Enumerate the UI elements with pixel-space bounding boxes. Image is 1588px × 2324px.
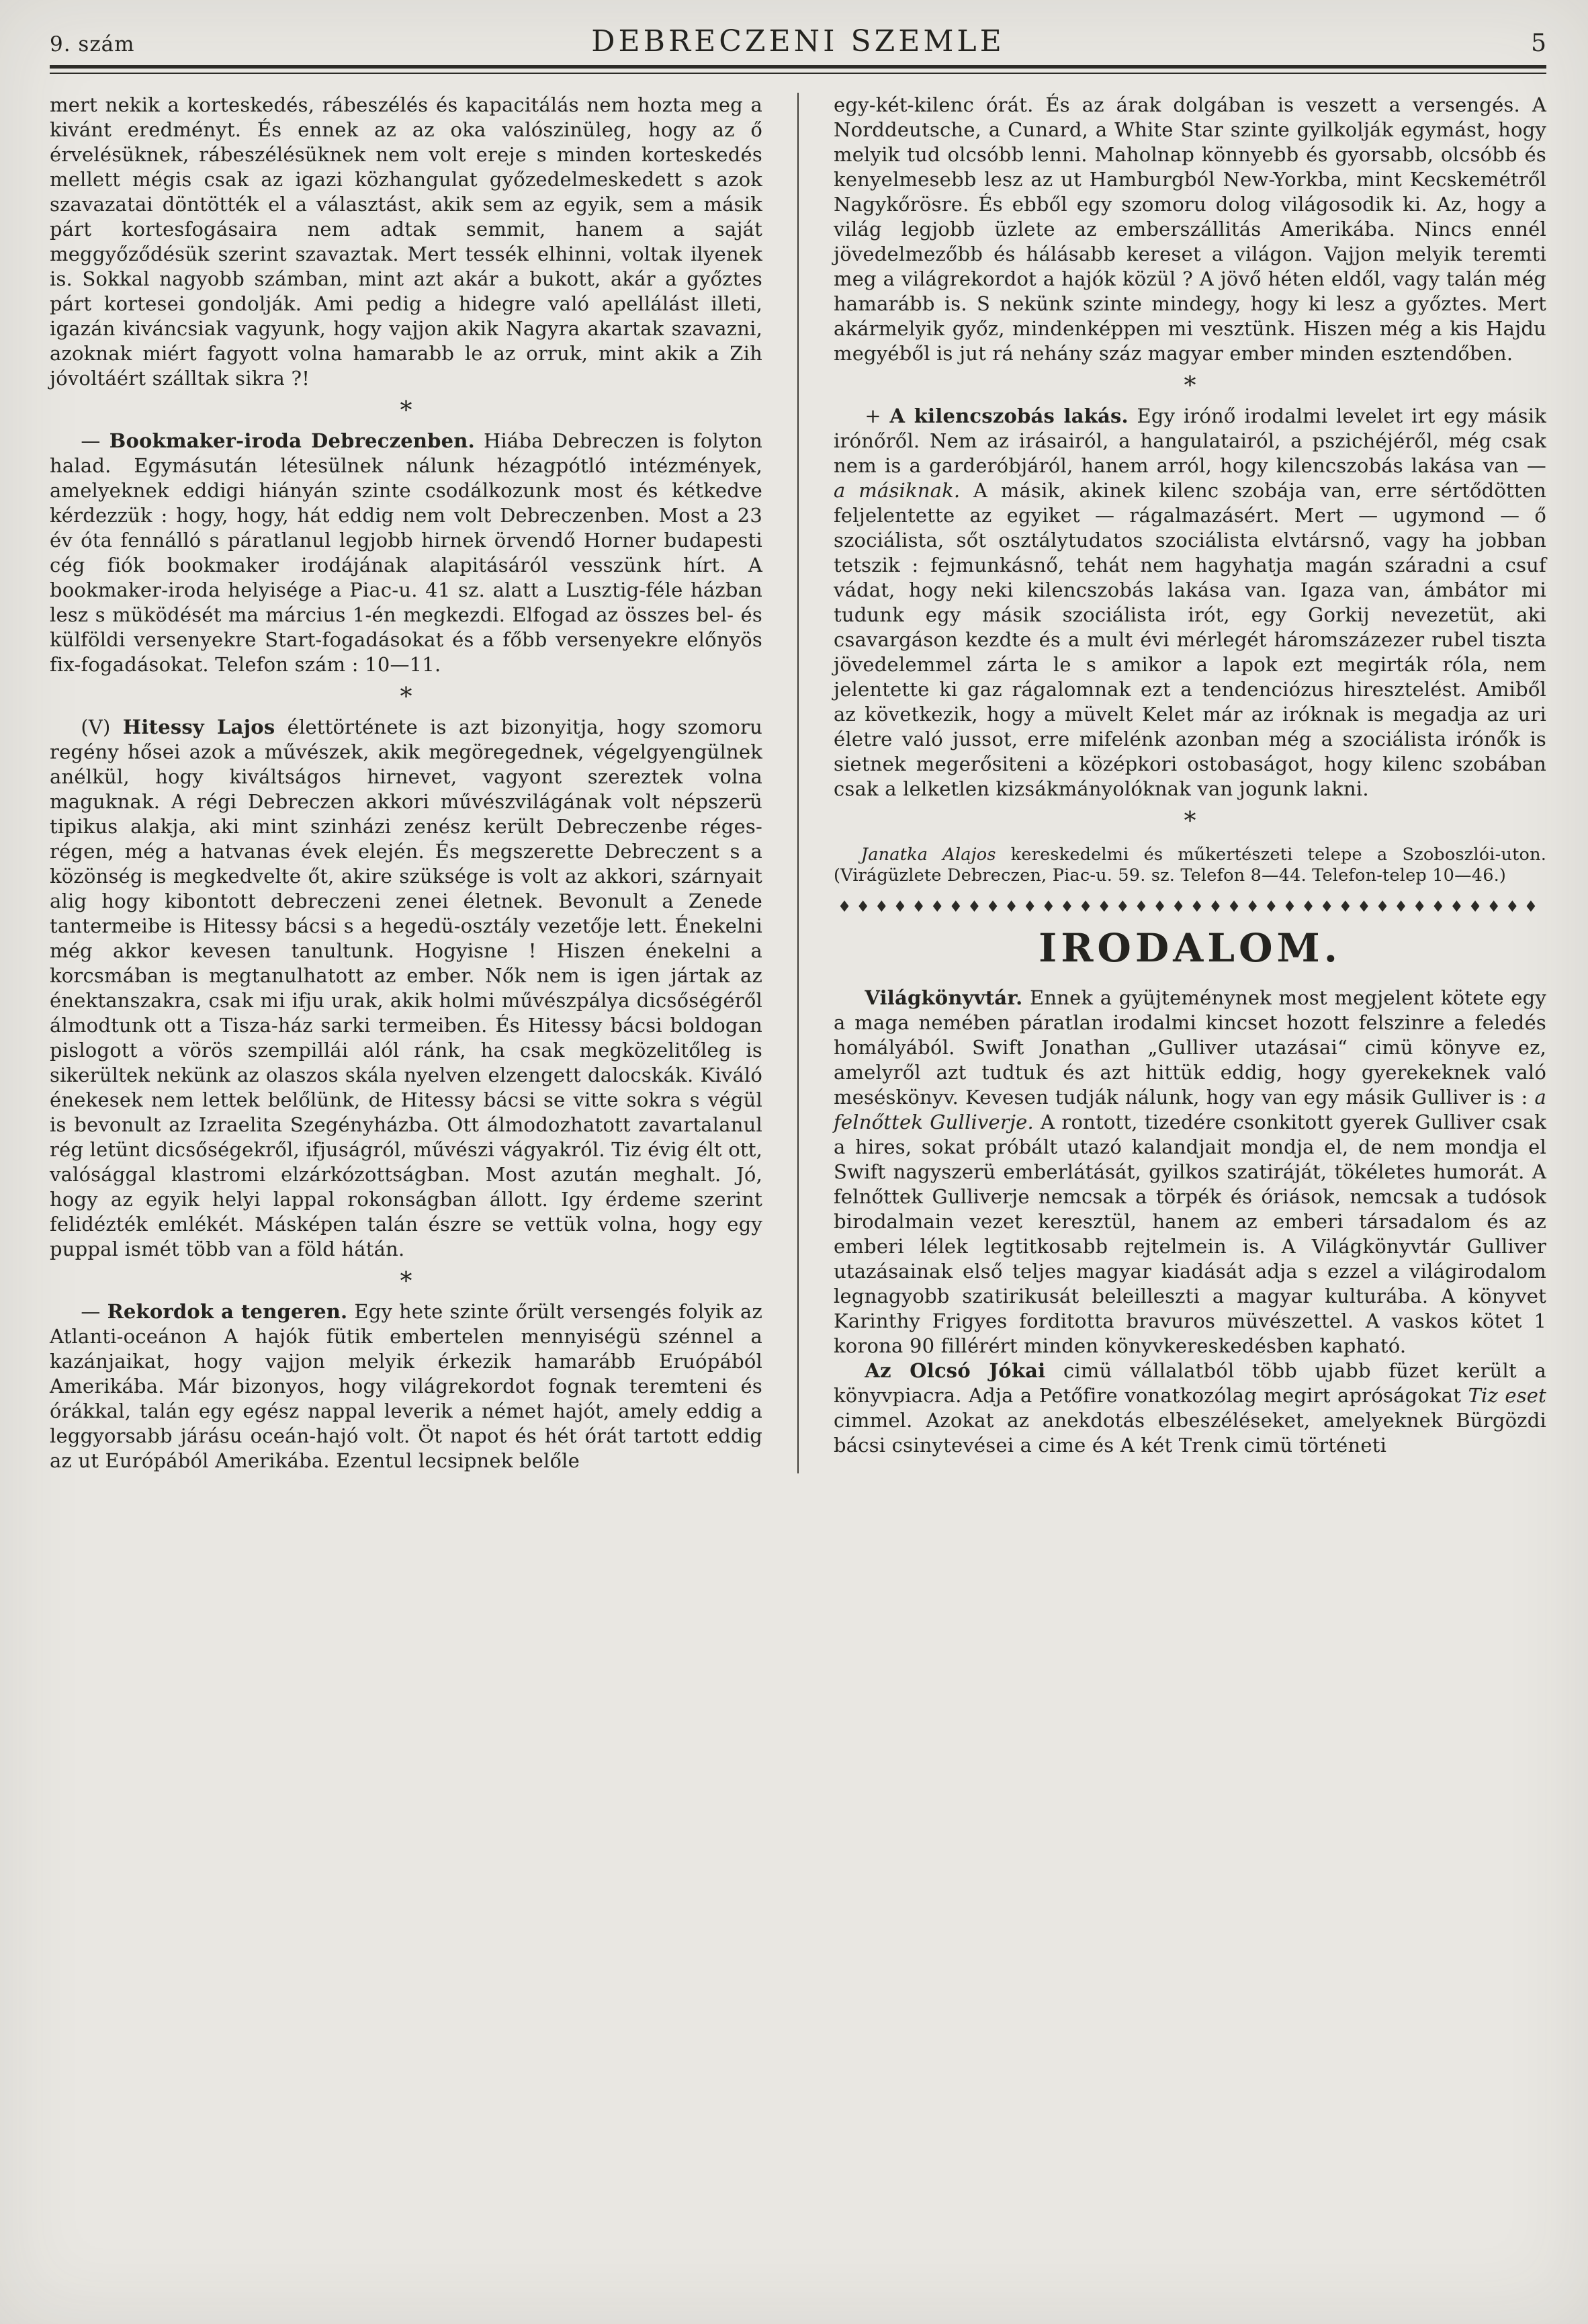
page-header [50,24,1546,58]
page-number: 5 [1531,30,1546,57]
obituary-hitessy-lajos: (V) Hitessy Lajos élettörténete is azt bizonyitja, hogy szomoru regény hősei azok a művészek, akik megöregednek, végelgyengülnek anélkül, hogy kiváltságos hirnevet, vagyont szereztek volna maguknak. A régi Debreczen akkori művészvilágának volt népszerü tipikus alakja, aki mint szinházi zenész került Debreczenbe réges-régen, még a hatvanas évek elején. És megszerette Debreczent s a közönség is megkedvelte őt, akire szüksége is volt az akkori, szárnyait alig hogy kibontott debreczeni zenei életnek. Bevonult a Zenede tantermeibe is Hitessy bácsi s a hegedü-osztály vezetője lett. Énekelni még akkor kevesen tanultunk. Hogyisne ! Hiszen énekelni a korcsmában is megtanulhatott az ember. Nők nem is igen jártak az énektanszakra, csak mi ifju urak, akik holmi művészpálya dicsőségéről álmodtunk ott a Tisza-ház sarki termeiben. És Hitessy bácsi boldogan pislogott a vörös szempillái alól ránk, ha csak megközelitőleg is sikerültek nekünk az olaszos skála nyelven elzengett dalocskák. Kiváló énekesek nem lettek belőlünk, de Hitessy bácsi se vitte sokra s végül is bevonult az Izraelita Szegényházba. Ott álmodozhatott zavartalanul rég letünt dicsőségekről, ifjuságról, művészi vágyakról. Tiz évig élt ott, valósággal klastromi elzárkózottságban. Most azután meghalt. Jó, hogy az egyik helyi lappal rokonságban állott. Igy érdeme szerint felidézték emlékét. Másképen talán észre se vettük volna, hogy egy puppal ismét több van a föld hátán. [50,716,763,1260]
star-separator: * [1184,372,1196,400]
advert-janatka-alajos: Janatka Alajos kereskedelmi és műkertészeti telepe a Szoboszlói-uton. (Virágüzlete Debreczen, Piac-u. 59. sz. Telefon 8—44. Telefon-telep 10—46.) [834,845,1547,886]
star-separator: * [400,1268,412,1295]
column-layout [50,93,1546,1473]
section-heading-irodalom: IRODALOM. [1039,925,1341,971]
news-item-kilencszobas-lakas: + A kilencszobás lakás. Egy irónő irodalmi levelet irt egy másik irónőről. Nem az irásairól, a hangulatairól, a pszichéjéről, még csak nem is a garderóbjáról, hanem arról, hogy kilencszobás lakása van — a másiknak. A másik, akinek kilenc szobája van, erre sértődötten feljelentette az egyiket — rágalmazásért. Mert — ugymond — ő szociálista, sőt osztálytudatos szociálista elvtársnő, vagy ha jobban tetszik : fejmunkásnő, tehát nem hagyhatja magán száradni a csuf vádat, hogy neki kilencszobás lakása van. Igaza van, ámbátor mi tudunk egy másik szociálista irót, egy Gorkij nevezetüt, aki csavargáson kezdte és a mult évi mérlegét háromszázezer rubel tiszta jövedelemmel zárta le s amikor a lapok ezt megirták róla, nem jelentette ki gaz rágalomnak ezt a tendenciózus hiresztelést. Amiből az következik, hogy a müvelt Kelet már az iróknak is megadja az uri életre való jussot, erre mifelénk azonban még a szociálista irónők is sietnek megerősiteni a középkori ostobaságot, hogy kilenc szobában csak a lelketlen kizsákmányolóknak van jogunk lakni. [834,404,1547,800]
left-column [50,93,797,1473]
star-separator: * [400,683,412,711]
right-column [797,93,1546,1473]
news-item-rekordok-a-tengeren: — Rekordok a tengeren. Egy hete szinte őrült versengés folyik az Atlanti-oceánon A hajók fütik embertelen mennyiségü szénnel a kazánjaikat, hogy vajjon melyik érkezik hamarább Eruópából Amerikába. Már bizonyos, hogy világrekordot fognak teremteni és órákkal, talán egy egész nappal leverik a német hajót, amely eddig a leggyorsabb járásu oceán-hajó volt. Öt napot és hét órát tartott eddig az ut Európából Amerikába. Ezentul lecsipnek belőle [50,1300,763,1472]
news-item-bookmaker-iroda: — Bookmaker-iroda Debreczenben. Hiába Debreczen is folyton halad. Egymásután létesülnek nálunk hézagpótló intézmények, amelyeknek eddigi hiányán szinte csodálkozunk most és kétkedve kérdezzük : hogy, hogy, hát eddig nem volt Debreczenben. Most a 23 év óta fennálló s páratlanul legjobb hirnek örvendő Horner budapesti cég fiók bookmaker irodájának alapitásáról vesszünk hírt. A bookmaker-iroda helyisége a Piac-u. 41 sz. alatt a Lusztig-féle házban lesz s müködését ma március 1-én megkezdi. Elfogad az összes bel- és külföldi versenyekre Start-fogadásokat és a főbb versenyekre előnyös fix-fogadásokat. Telefon szám : 10—11. [50,429,762,676]
review-olcso-jokai: Az Olcsó Jókai cimü vállalatból több ujabb füzet került a könyvpiacra. Adja a Petőfire vonatkozólag megirt apróságokat Tiz eset cimmel. Azokat az anekdotás elbeszéléseket, amelyeknek Bürgözdi bácsi csinytevései a cime és A két Trenk cimü történeti [834,1359,1546,1457]
star-separator: * [1184,808,1196,835]
article-continuation-ocean-liners: egy-két-kilenc órát. És az árak dolgában is veszett a versengés. A Norddeutsche, a Cunard, a White Star szinte gyilkolják egymást, hogy melyik tud olcsóbb lenni. Maholnap könnyebb és gyorsabb, olcsóbb és kenyelmesebb lesz az ut Hamburgból New-Yorkba, mint Kecskemétről Nagykőrösre. És ebből egy szomoru dolog világosodik ki. Az, hogy a világ legjobb üzlete az emberszállitás Amerikába. Nincs ennél jövedelmezőbb és hálásabb kereset a világon. Vajjon melyik teremti meg a világrekordot a hajók közül ? A jövő héten eldől, vagy talán még hamarább is. S nekünk szinte mindegy, hogy ki lesz a győztes. Mert akármelyik győz, mindenképpen mi vesztünk. Hiszen még a kis Hajdu megyéből is jut rá nehány száz magyar ember minden esztendőben. [834,93,1546,365]
star-separator: * [400,397,412,425]
issue-number: 9. szám [50,32,135,56]
header-double-rule [50,65,1546,74]
article-continuation-election: mert nekik a korteskedés, rábeszélés és kapacitálás nem hozta meg a kivánt eredményt. És ennek az az oka valószinüleg, hogy az ő érvelésüknek, rábeszélésüknek nem volt ereje s minden korteskedés mellett mégis csak az igazi közhangulat győzedelmeskedett s azok szavazatai döntötték el a választást, akik sem az egyik, sem a másik párt kortesfogásaira nem adtak semmit, hanem a saját meggyőződésük szerint szavaztak. Mert tessék elhinni, voltak ilyenek is. Sokkal nagyobb számban, mint azt akár a bukott, akár a győztes párt kortesei gondolják. Ami pedig a hidegre való apellálást illeti, igazán kiváncsiak vagyunk, hogy vajjon akik Nagyra akartak szavazni, azoknak miért fagyott volna hamarabb le az orruk, mint akik a Zih jóvoltáért szálltak sikra ?! [50,93,762,390]
diamond-ornament-row: ♦♦♦♦♦♦♦♦♦♦♦♦♦♦♦♦♦♦♦♦♦♦♦♦♦♦♦♦♦♦♦♦♦♦♦♦♦♦ [837,898,1543,916]
review-vilagkonyvtar: Világkönyvtár. Ennek a gyüjteménynek most megjelent kötete egy a maga nemében páratlan irodalmi kincset hozott felszinre a feledés homályából. Swift Jonathan „Gulliver utazásai“ cimü könyve ez, amelyről azt tudtuk és azt hittük eddig, hogy gyerekeknek való meséskönyv. Kevesen tudják nálunk, hogy van egy másik Gulliver is : a felnőttek Gulliverje. A rontott, tizedére csonkitott gyerek Gulliver csak a hires, sokat próbált utazó kalandjait mondja el, de nem mondja el Swift nagyszerü emberlátását, gyilkos szatiráját, tökéletes humorát. A felnőttek Gulliverje nemcsak a törpék és óriások, nemcsak a tudósok birodalmain vezet keresztül, hanem az emberi társadalom és az emberi lélek legtitkosabb rejtelmein is. A Világkönyvtár Gulliver utazásainak első teljes magyar kiadását adja s ezzel a világirodalom legnagyobb szatirikusát beleilleszti a magyar kulturába. A könyvet Karinthy Frigyes forditotta bravuros müvészettel. A vaskos kötet 1 korona 90 fillérért minden könyvkereskedésben kapható. [834,986,1546,1357]
paper-title: DEBRECZENI SZEMLE [591,24,1005,58]
